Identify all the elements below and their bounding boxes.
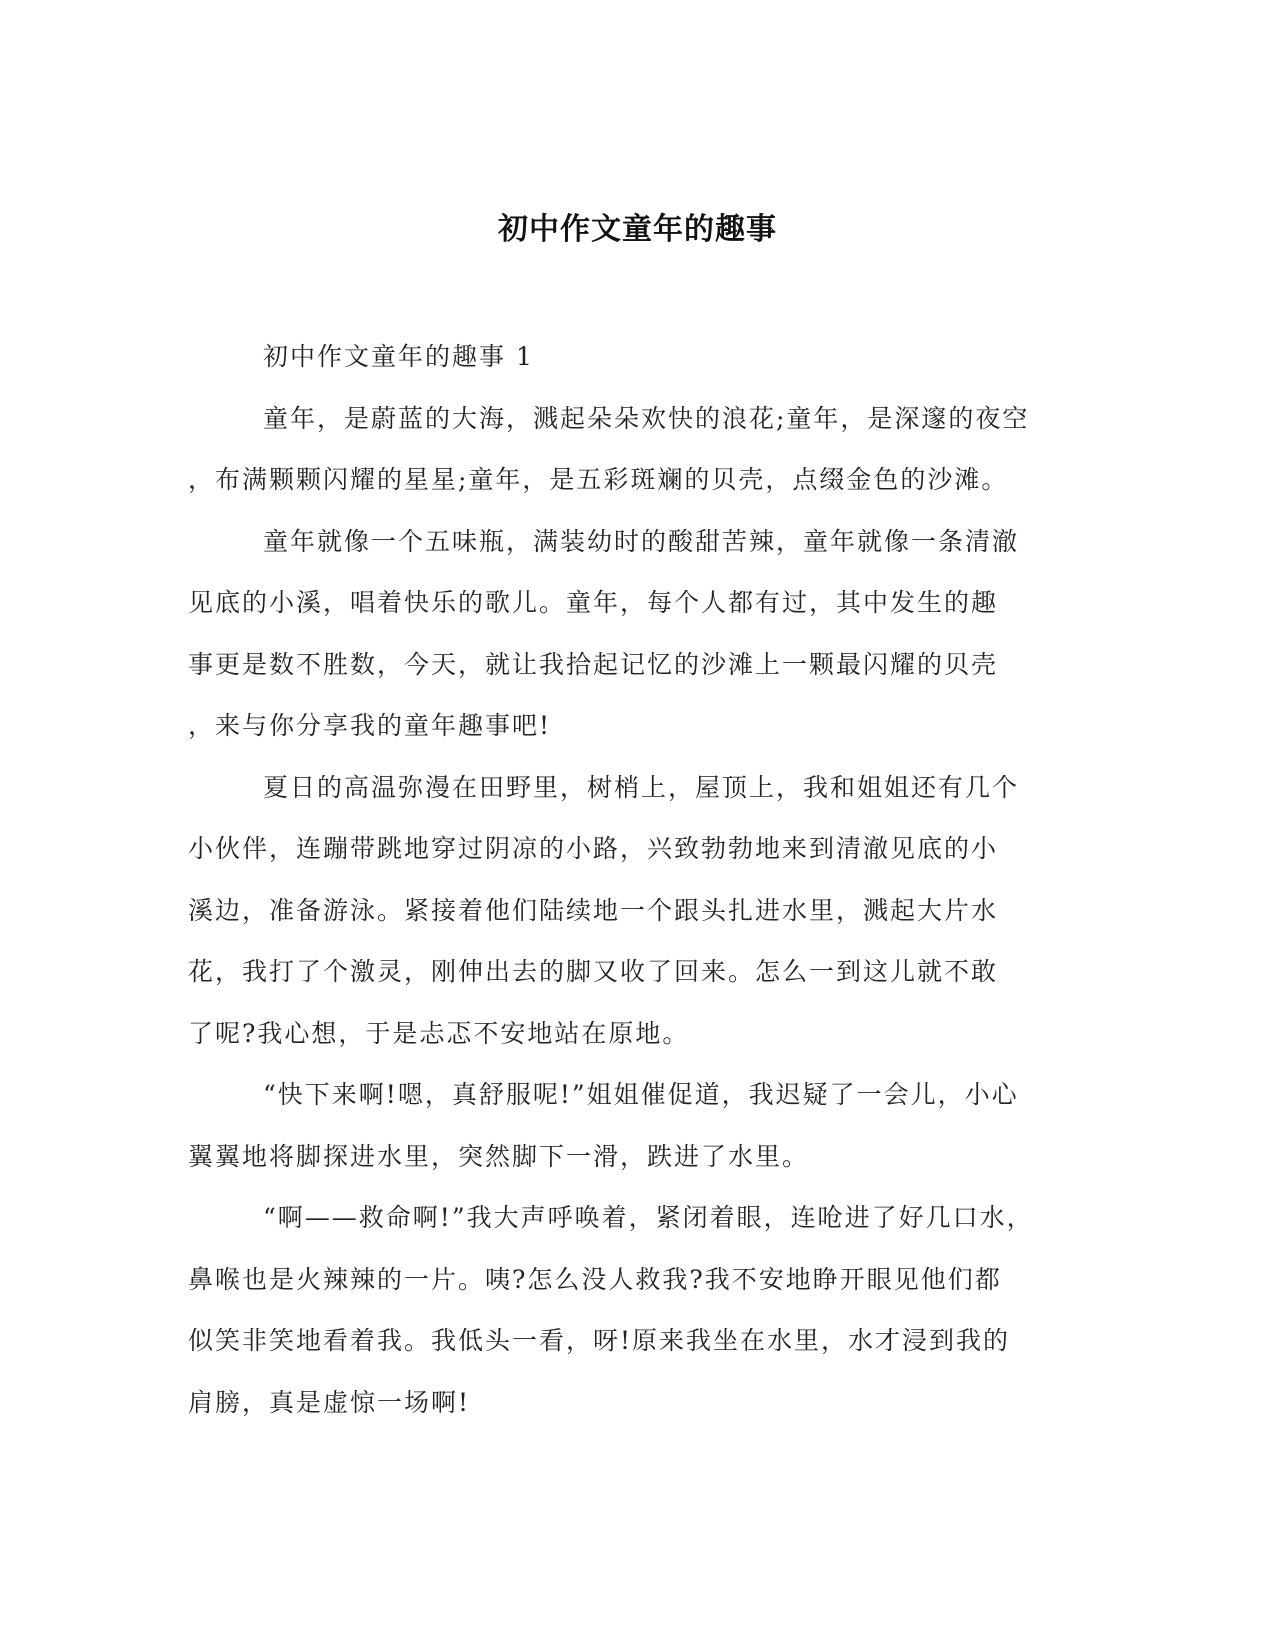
text-line: 鼻喉也是火辣辣的一片。咦?怎么没人救我?我不安地睁开眼见他们都 (188, 1264, 1002, 1294)
text-line: 溪边，准备游泳。紧接着他们陆续地一个跟头扎进水里，溅起大片水 (188, 895, 999, 925)
text-line: “快下来啊!嗯，真舒服呢!”姐姐催促道，我迟疑了一会儿，小心 (263, 1080, 1019, 1109)
text-line: 小伙伴，连蹦带跳地穿过阴凉的小路，兴致勃勃地来到清澈见底的小 (188, 834, 999, 863)
text-line: “啊——救命啊!”我大声呼唤着，紧闭着眼，连呛进了好几口水， (263, 1203, 1034, 1232)
text-line: 见底的小溪，唱着快乐的歌儿。童年，每个人都有过，其中发生的趣 (188, 588, 999, 617)
text-line: 肩膀，真是虚惊一场啊! (188, 1387, 471, 1417)
text-line: 花，我打了个激灵，刚伸出去的脚又收了回来。怎么一到这儿就不敢 (188, 957, 999, 986)
document-title: 初中作文童年的趣事 (498, 212, 777, 247)
text-line: ，布满颗颗闪耀的星星;童年，是五彩斑斓的贝壳，点缀金色的沙滩。 (188, 465, 1009, 494)
text-line: 翼翼地将脚探进水里，突然脚下一滑，跌进了水里。 (188, 1141, 810, 1171)
document-body (188, 326, 1088, 1433)
text-line: 童年，是蔚蓝的大海，溅起朵朵欢快的浪花;童年，是深邃的夜空 (263, 403, 1030, 433)
text-line: 了呢?我心想，于是忐忑不安地站在原地。 (188, 1018, 690, 1048)
text-line: 夏日的高温弥漫在田野里，树梢上，屋顶上，我和姐姐还有几个 (263, 772, 1020, 802)
text-line: 似笑非笑地看着我。我低头一看，呀!原来我坐在水里，水才浸到我的 (188, 1326, 1011, 1355)
text-line: 事更是数不胜数，今天，就让我拾起记忆的沙滩上一颗最闪耀的贝壳 (188, 649, 999, 679)
text-line: ，来与你分享我的童年趣事吧! (188, 711, 552, 740)
text-line: 童年就像一个五味瓶，满装幼时的酸甜苦辣，童年就像一条清澈 (263, 526, 1020, 556)
section-heading: 初中作文童年的趣事 1 (263, 342, 534, 371)
